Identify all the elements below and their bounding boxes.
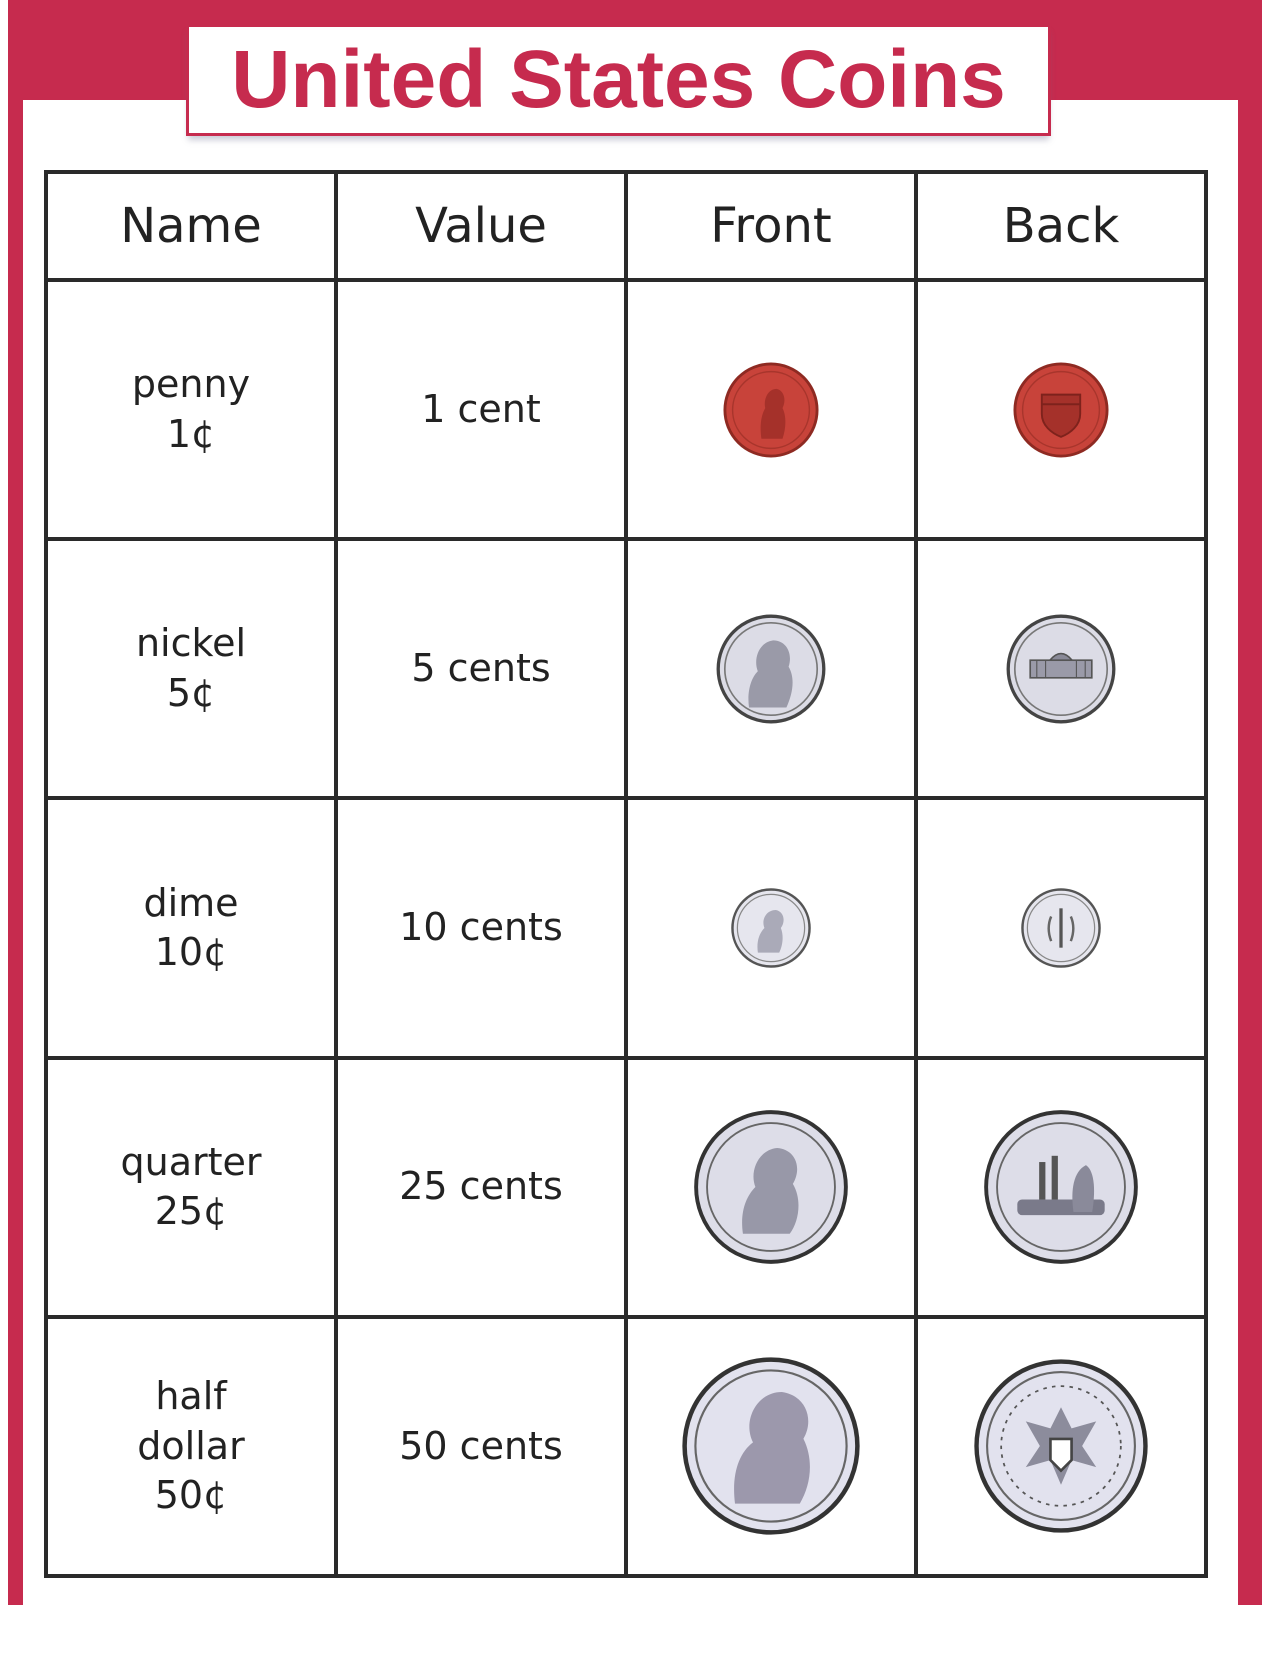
coin-value: 5 cents [336,539,626,798]
coin-front-cell [626,539,916,798]
dime-front-icon [730,887,812,969]
coin-name: penny [131,362,251,407]
table-row [46,798,1206,1057]
nickel-front-icon [716,614,826,724]
title-banner [186,24,1051,136]
coin-name-cell [46,280,336,539]
coin-name-line2: dollar [137,1423,245,1468]
coin-back-cell [916,539,1206,798]
coin-name-cell [46,798,336,1057]
quarter-front-icon [693,1109,849,1265]
coin-name: nickel [135,621,247,666]
coin-value: 1 cent [336,280,626,539]
coin-front-cell [626,280,916,539]
frame-left-border [8,0,23,1605]
coin-symbol: 1¢ [166,411,216,456]
header-value: Value [336,172,626,280]
coin-value: 25 cents [336,1058,626,1317]
coin-back-cell [916,1317,1206,1576]
header-back: Back [916,172,1206,280]
page-title: United States Coins [231,34,1006,125]
coin-name: quarter [120,1139,262,1184]
frame-right-border [1238,0,1262,1605]
coin-back-cell [916,280,1206,539]
penny-back-icon [1013,362,1109,458]
coin-name-cell [46,1058,336,1317]
half-dollar-front-icon [681,1356,861,1536]
table-row [46,280,1206,539]
nickel-back-icon [1006,614,1116,724]
coin-front-cell [626,1058,916,1317]
coin-back-cell [916,1058,1206,1317]
coin-symbol: 10¢ [154,929,228,974]
table-row [46,539,1206,798]
dime-back-icon [1020,887,1102,969]
coin-front-cell [626,1317,916,1576]
coins-table [44,170,1208,1578]
coin-name: half [155,1374,227,1419]
coin-name-cell [46,1317,336,1576]
coin-symbol: 50¢ [154,1473,228,1518]
coin-front-cell [626,798,916,1057]
coin-value: 50 cents [336,1317,626,1576]
header-front: Front [626,172,916,280]
coin-name-cell [46,539,336,798]
table-header-row [46,172,1206,280]
coin-value: 10 cents [336,798,626,1057]
coin-back-cell [916,798,1206,1057]
table-row [46,1317,1206,1576]
quarter-back-icon [983,1109,1139,1265]
table-row [46,1058,1206,1317]
coin-symbol: 25¢ [154,1189,228,1234]
coin-name: dime [143,880,239,925]
half-dollar-back-icon [973,1358,1149,1534]
header-name: Name [46,172,336,280]
coin-symbol: 5¢ [166,670,216,715]
penny-front-icon [723,362,819,458]
